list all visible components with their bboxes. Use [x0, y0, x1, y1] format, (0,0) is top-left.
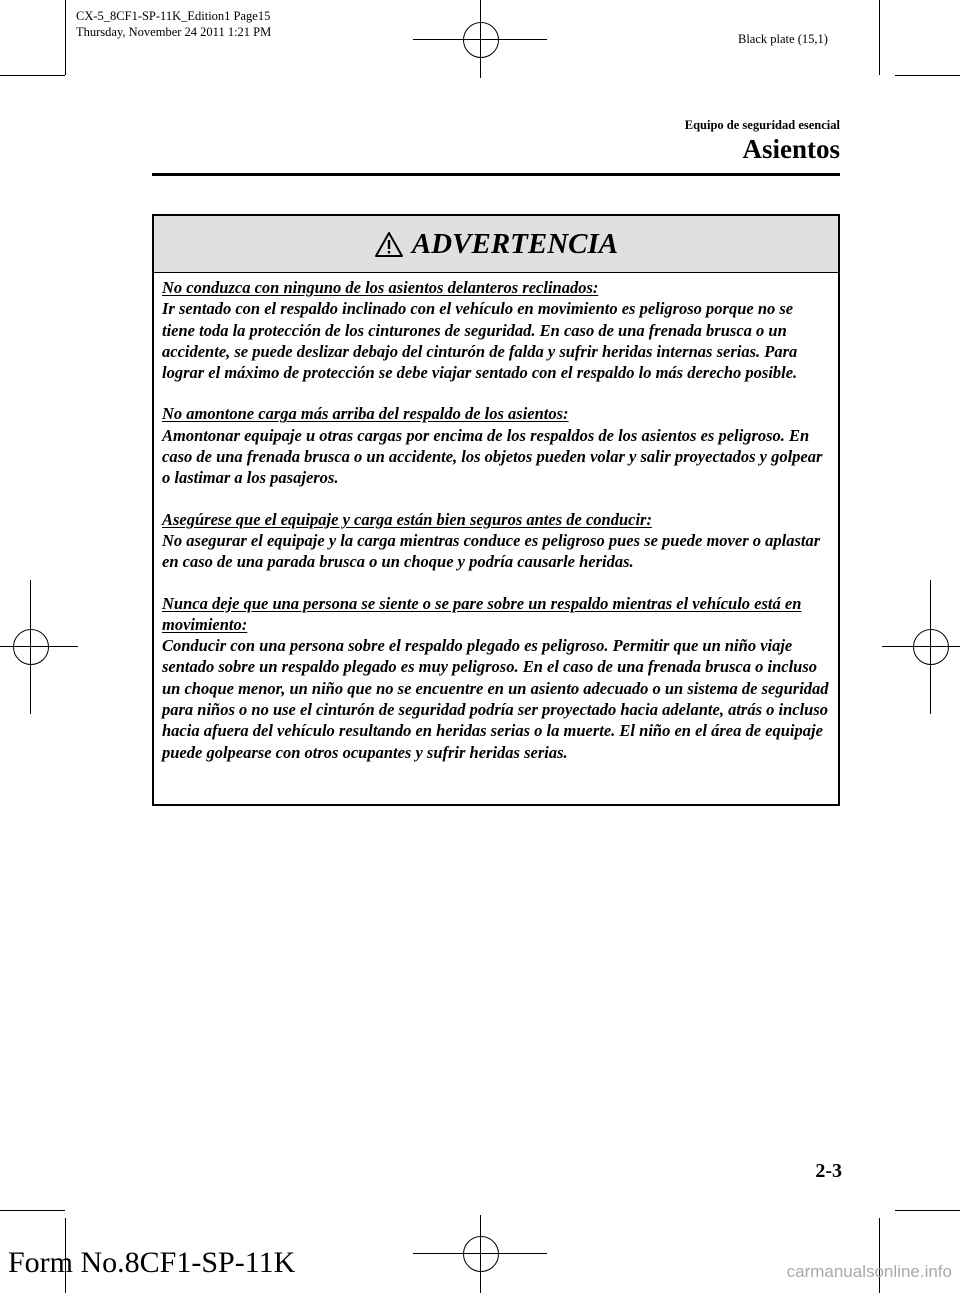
- section-title: Asientos: [742, 134, 840, 164]
- warning-heading: No conduzca con ninguno de los asientos delanteros reclinados:: [162, 278, 599, 297]
- warning-text: Conducir con una persona sobre el respaldo plegado es peligroso. Permitir que un niño viaje sentado sobre un respaldo plegado es muy peligroso. En el caso de una frenada brusca o incluso un choque menor, un niño que no se encuentre en un asiento adecuado o un sistema de seguridad para niños o no use el cinturón de seguridad podría ser proyectado hacia adelante, atrás o incluso hacia afuera del vehículo resultando en heridas serias o la muerte. El niño en el área de equipaje puede golpearse con otros ocupantes y sufrir heridas serias.: [162, 636, 829, 762]
- watermark: carmanualsonline.info: [786, 1262, 952, 1281]
- plate-label: Black plate (15,1): [738, 32, 828, 46]
- header-rule: [152, 173, 840, 176]
- warning-heading: Asegúrese que el equipaje y carga están bien seguros antes de conducir:: [162, 509, 652, 529]
- warning-header: [154, 216, 838, 273]
- form-number: Form No.8CF1-SP-11K: [8, 1246, 296, 1279]
- warning-section: [162, 593, 830, 763]
- warning-section: [162, 277, 830, 383]
- print-info-file: CX-5_8CF1-SP-11K_Edition1 Page15: [76, 9, 271, 23]
- section-label: Equipo de seguridad esencial: [684, 118, 840, 132]
- print-info: [76, 8, 271, 40]
- warning-title: ADVERTENCIA: [411, 227, 619, 260]
- warning-body: [154, 273, 838, 763]
- warning-section: [162, 403, 830, 488]
- page-number: 2-3: [815, 1160, 842, 1182]
- warning-text: Ir sentado con el respaldo inclinado con el vehículo en movimiento es peligroso porque no se tiene toda la protección de los cinturones de seguridad. En caso de una frenada brusca o un accidente, se puede deslizar debajo del cinturón de falda y sufrir heridas internas serias. Para lograr el máximo de protección se debe viajar sentado con el respaldo lo más derecho posible.: [162, 299, 798, 383]
- warning-text: Amontonar equipaje u otras cargas por encima de los respaldos de los asientos es peligroso. En caso de una frenada brusca o un accidente, los objetos pueden volar y salir proyectados y golpear o lastimar a los pasajeros.: [162, 425, 823, 488]
- warning-section: [162, 509, 830, 573]
- print-info-date: Thursday, November 24 2011 1:21 PM: [76, 25, 272, 39]
- warning-heading: No amontone carga más arriba del respaldo de los asientos:: [162, 404, 569, 424]
- warning-text: No asegurar el equipaje y la carga mientras conduce es peligroso pues se puede mover o aplastar en caso de una parada brusca o un choque y podría causarle heridas.: [162, 530, 821, 572]
- warning-heading: Nunca deje que una persona se siente o se pare sobre un respaldo mientras el vehículo está en movimiento:: [162, 593, 802, 634]
- warning-triangle-icon: [374, 230, 404, 258]
- warning-box: [152, 214, 840, 806]
